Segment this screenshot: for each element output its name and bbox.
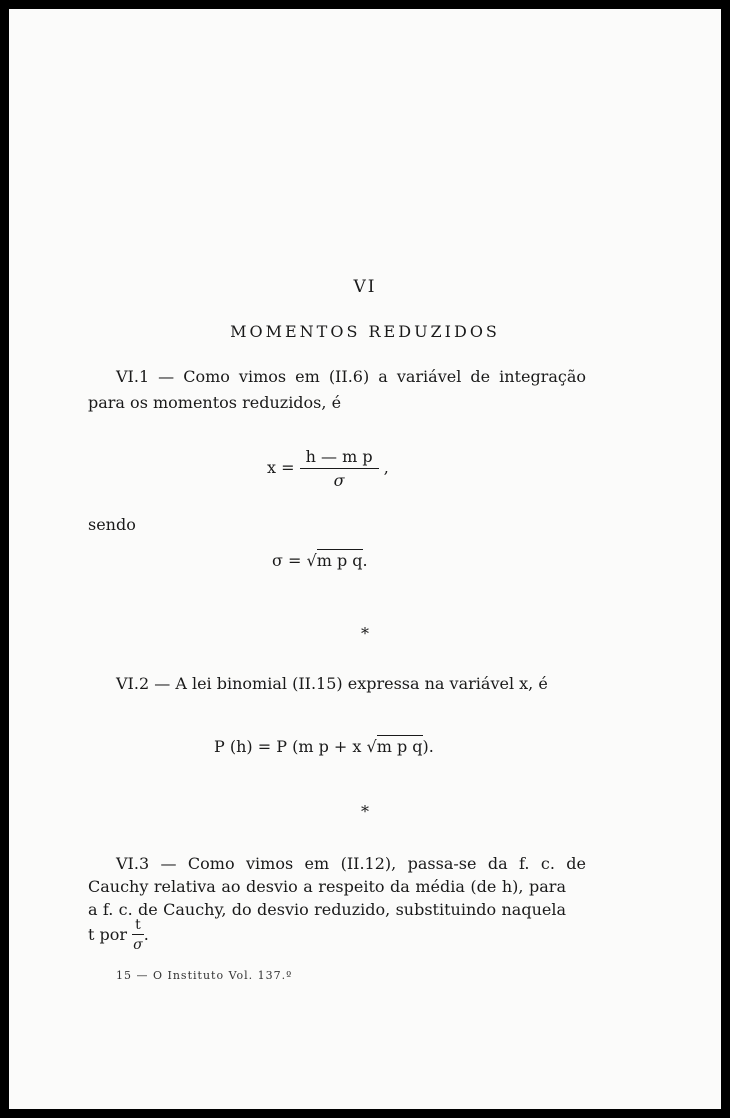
section-3-line-3: a f. c. de Cauchy, do desvio reduzido, substituindo naquela [88, 900, 566, 919]
formula-x [267, 447, 389, 490]
section-2-line-1: VI.2 — A lei binomial (II.15) expressa na variável x, é [116, 674, 548, 693]
section-3-line-1: VI.3 — Como vimos em (II.12), passa-se da f. c. de [116, 854, 586, 873]
formula-binomial-trail: ). [422, 737, 434, 756]
section-1-line-1: VI.1 — Como vimos em (II.6) a variável de integração [116, 367, 586, 386]
separator-star-2: * [361, 802, 369, 821]
t-over-sigma-fraction [132, 917, 144, 953]
formula-x-trail: , [383, 458, 389, 477]
section-3-line-2: Cauchy relativa ao desvio a respeito da média (de h), para [88, 877, 566, 896]
formula-x-denominator: σ [333, 471, 345, 490]
section-1-line-2: para os momentos reduzidos, é [88, 393, 342, 412]
formula-sigma [272, 551, 368, 570]
chapter-title: MOMENTOS REDUZIDOS [230, 322, 500, 341]
formula-binomial [214, 737, 434, 756]
formula-sigma-trail: . [362, 551, 368, 570]
section-3-line-4-pre: t por [88, 925, 128, 944]
document-page [9, 9, 721, 1109]
formula-x-fraction [300, 447, 379, 490]
sendo-text: sendo [88, 515, 136, 534]
formula-x-lhs: x = [267, 458, 295, 477]
t-over-sigma-denominator: σ [133, 937, 143, 953]
formula-binomial-lhs: P (h) = P (m p + x √ [214, 737, 377, 756]
t-over-sigma-numerator: t [132, 917, 144, 935]
section-3-line-4-post: . [143, 925, 149, 944]
formula-sigma-lhs: σ = √ [272, 551, 317, 570]
formula-x-numerator: h — m p [300, 447, 379, 469]
separator-star-1: * [361, 624, 369, 643]
formula-sigma-radicand: m p q [316, 551, 363, 570]
chapter-number: VI [353, 277, 377, 297]
formula-binomial-radicand: m p q [376, 737, 423, 756]
page-footer: 15 — O Instituto Vol. 137.º [116, 969, 293, 982]
section-3-line-4 [88, 917, 149, 953]
